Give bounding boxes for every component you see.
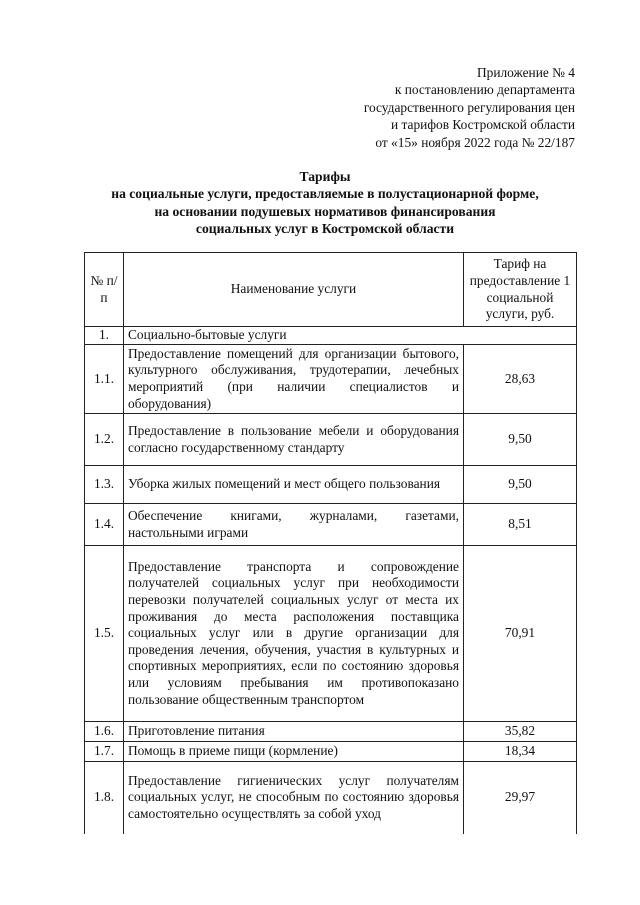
row-service-name: Предоставление в пользование мебели и оборудования согласно государственному стандарту xyxy=(124,414,464,466)
appendix-line-2: к постановлению департамента xyxy=(394,82,575,98)
table-row xyxy=(85,414,577,466)
header-service-name: Наименование услуги xyxy=(124,253,464,327)
title-heading: Тарифы xyxy=(299,169,351,184)
title-line-1: на социальные услуги, предоставляемые в полустационарной форме, xyxy=(111,186,539,202)
row-service-name: Предоставление гигиенических услуг получателям социальных услуг, не способным по состоянию здоровья самостоятельно осуществлять за собой уход xyxy=(124,762,464,834)
row-tariff: 29,97 xyxy=(464,762,577,834)
row-number: 1.8. xyxy=(85,762,124,834)
section-row xyxy=(85,327,577,345)
row-number: 1.2. xyxy=(85,414,124,466)
appendix-line-5: от «15» ноября 2022 года № 22/187 xyxy=(375,134,575,150)
table-row xyxy=(85,466,577,504)
row-tariff: 70,91 xyxy=(464,546,577,722)
appendix-line-4: и тарифов Костромской области xyxy=(391,117,575,133)
row-number: 1.6. xyxy=(85,722,124,742)
header-tariff: Тариф на предоставление 1 социальной услуги, руб. xyxy=(464,253,577,327)
table-row xyxy=(85,722,577,742)
table-row xyxy=(85,345,577,414)
row-tariff: 9,50 xyxy=(464,414,577,466)
section-name: Социально-бытовые услуги xyxy=(124,327,577,345)
section-number: 1. xyxy=(85,327,124,345)
row-tariff: 8,51 xyxy=(464,504,577,546)
appendix-line-3: государственного регулирования цен xyxy=(363,99,575,115)
row-tariff: 18,34 xyxy=(464,742,577,762)
row-service-name: Предоставление транспорта и сопровождение получателей социальных услуг при необходимости перевозки получателей социальных услуг от места их проживания до места расположения поставщика социальных услуг или в другие организации для проведения лечения, обучения, участия в культурных и спортивных мероприятиях, если по состоянию здоровья или условиям пребывания им противопоказано пользование общественным транспортом xyxy=(124,546,464,722)
title-line-3: социальных услуг в Костромской области xyxy=(195,221,455,237)
row-tariff: 9,50 xyxy=(464,466,577,504)
table-header-row xyxy=(85,253,577,327)
row-number: 1.5. xyxy=(85,546,124,722)
row-tariff: 28,63 xyxy=(464,345,577,414)
document-title xyxy=(40,168,610,238)
row-number: 1.7. xyxy=(85,742,124,762)
appendix-reference xyxy=(364,64,575,151)
row-service-name: Приготовление питания xyxy=(124,722,464,742)
tariffs-table xyxy=(84,252,577,834)
appendix-line-1: Приложение № 4 xyxy=(476,65,575,80)
row-service-name: Предоставление помещений для организации бытового, культурного обслуживания, трудотерапии, лечебных мероприятий (при наличии специалистов и оборудования) xyxy=(124,345,464,414)
row-service-name: Уборка жилых помещений и мест общего пользования xyxy=(124,466,464,504)
table-row xyxy=(85,546,577,722)
row-service-name: Обеспечение книгами, журналами, газетами, настольными играми xyxy=(124,504,464,546)
header-number: № п/п xyxy=(85,253,124,327)
row-service-name: Помощь в приеме пищи (кормление) xyxy=(124,742,464,762)
table-row xyxy=(85,504,577,546)
table-row xyxy=(85,762,577,834)
table-row xyxy=(85,742,577,762)
row-tariff: 35,82 xyxy=(464,722,577,742)
row-number: 1.1. xyxy=(85,345,124,414)
row-number: 1.4. xyxy=(85,504,124,546)
title-line-2: на основании подушевых нормативов финансирования xyxy=(154,203,496,219)
row-number: 1.3. xyxy=(85,466,124,504)
